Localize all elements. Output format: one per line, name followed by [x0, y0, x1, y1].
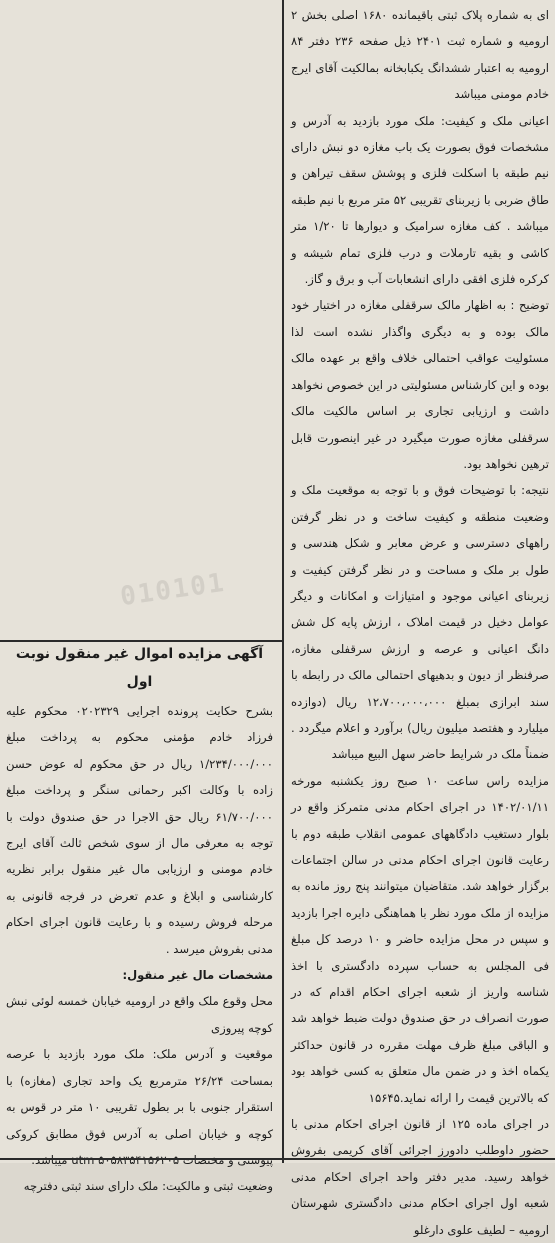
auction-ad [0, 640, 279, 1200]
paragraph: موقعیت و آدرس ملک: ملک مورد بازدید با عرصه بمساحت ۲۶/۲۴ مترمربع یک واحد تجاری (مغازه) با استقرار جنوبی با بر بطول تقریبی ۱۰ متر در قوس به کوچه و خیابان اصلی به آدرس فوق مطابق کروکی [6, 1047, 273, 1141]
page-bottom-border [0, 1158, 555, 1160]
column-divider [282, 0, 284, 1163]
paragraph: مزایده راس ساعت ۱۰ صبح روز یکشنبه مورخه ۱۴۰۲/۰۱/۱۱ در اجرای احکام مدنی متمرکز واقع در بلوار دستغیب دادگاههای عمومی انقلاب طبقه دوم با رعایت قانون اجرای احکام مدنی در سالن اجتماعات برگزار خواهد شد. متقاضیان میتوانند پنج روز مانده به مزایده از ملک مورد نظر با هماهنگی دایره اجرا بازدید و سپس در محل مزایده حاضر و ۱۰ درصد کل مبلغ فی المجلس به حساب سپرده دادگستری با اخذ شناسه واریز از شعبه اجرای احکام اقدام که در صورت انصراف در حق صندوق دولت ضبط خواهد شد و الباقی مبلغ ظرف مهلت مقرره در قانون حداکثر یکماه اخذ و در ضمن مال متعلق به کسی خواهد بود که بالاترین قیمت را ارائه نماید.۱۵۶۴۵ [291, 773, 550, 1105]
paragraph: ای به شماره پلاک ثبتی باقیمانده ۱۶۸۰ اصلی بخش ۲ ارومیه و شماره ثبت ۲۴۰۱ ذیل صفحه ۲۳۶ دفتر ۸۴ ارومیه به اعتبار ششدانگ یکبابخانه بمالکیت آقای ایرج خادم مومنی میباشد [291, 8, 549, 102]
ad-title: آگهی مزایده اموال غیر منقول نوبت اول [15, 646, 264, 690]
watermark: 010101 [118, 567, 228, 613]
paragraph: نتیجه: با توضیحات فوق و با توجه به موقعیت ملک و وضعیت منطقه و کیفیت ساخت و در نظر گرفتن راههای دسترسی و عرض معابر و شکل هندسی و طول بر ملک و مساحت و در نظر گرفتن کیفیت و زیربنای اعیانی موجود و امتیازات و امکانات و دیگر عوامل دخیل در قیمت املاک ، ارزش پایه کل شش دانگ اعیانی و عرصه و ارزش سرقفلی مغازه، صرفنظر از دیون و بدهیهای احتمالی مالک در رابطه با سند ابرازی بمبلغ ۱۲،۷۰۰،۰۰۰،۰۰۰ ریال (دوازده میلیارد و هفتصد میلیون ریال) برآورد و اعلام میگردد . ضمناً ملک در شرایط حاضر سهل البیع میباشد [291, 483, 549, 762]
paragraph: در اجرای ماده ۱۲۵ از قانون اجرای احکام مدنی با حضور داوطلب دادورز اجرائی آقای کریمی بفروش خواهد رسید. مدیر دفتر واحد اجرای احکام مدنی شعبه اول اجرای احکام مدنی دادگستری شهرستان ارومیه – لطیف علوی دارغلو [291, 1117, 549, 1237]
paragraph: مشخصات مال غیر منقول: [122, 968, 273, 983]
paragraph: بشرح حکایت پرونده اجرایی ۰۲۰۲۳۲۹ محکوم علیه فرزاد خادم مؤمنی محکوم به پرداخت مبلغ ۱/۲۳۴/۰۰۰/۰۰۰ ریال در حق محکوم له عوض حسن زاده با وکالت اکبر رحمانی سنگر و پرداخت مبلغ ۶۱/۷۰۰/۰۰۰ ریال حق الاجرا در حق صندوق دولت با توجه به معرفی مال از سوی شخص ثالث آقای ایرج خادم مومنی و ارزیابی مال غیر منقول برابر نظریه کارشناسی و ابلاغ و عدم تعرض در فرجه قانونی به مرحله فروش رسیده و با رعایت قانون اجرای احکام مدنی بفروش میرسد . [6, 704, 273, 956]
paragraph: محل وقوع ملک واقع در ارومیه خیابان خمسه لوئی نبش کوچه پیروزی [6, 994, 273, 1035]
paragraph: توضیح : به اظهار مالک سرقفلی مغازه در اختیار خود مالک بوده و به دیگری واگذار نشده است لذا مسئولیت عواقب احتمالی خلاف واقع بر عهده مالک بوده و این کارشناس مسئولیتی در این خصوص نخواهد داشت و ارزیابی تجاری بر اساس مالکیت مالک سرقفلی مغازه صورت میگیرد در غیر اینصورت قابل ترهین نخواهد بود. [291, 298, 549, 471]
paragraph: اعیانی ملک و کیفیت: ملک مورد بازدید به آدرس و مشخصات فوق بصورت یک باب مغازه دو نبش دارای نیم طبقه با اسکلت فلزی و پوشش سقف تیراهن و طاق ضربی با زیربنای تقریبی ۵۲ متر مربع با نیم طبقه میباشد . کف مغازه سرامیک و دیوارها تا ۱/۲۰ متر کاشی و بقیه تارملات و درب فلزی تمام شیشه و کرکره فلزی افقی دارای انشعابات آب و برق و گاز. [291, 113, 550, 287]
paragraph: وضعیت ثبتی و مالکیت: ملک دارای سند ثبتی دفترچه [23, 1179, 273, 1194]
right-column [287, 0, 555, 1243]
